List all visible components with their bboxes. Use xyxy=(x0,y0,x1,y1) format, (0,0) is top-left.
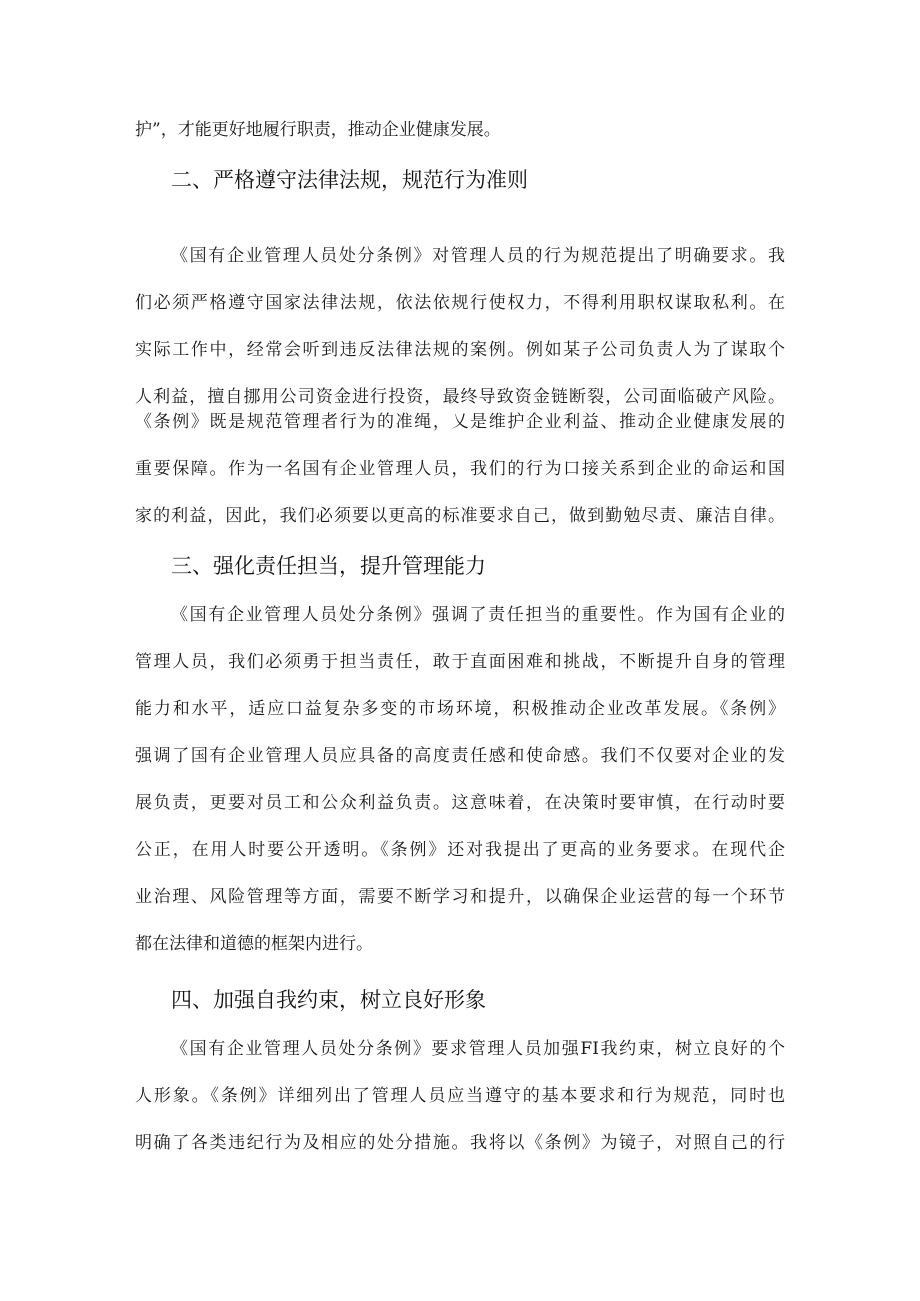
paragraph-line: 业治理、风险管理等方面，需要不断学习和提升，以确保企业运营的每一个环节 xyxy=(135,887,785,907)
paragraph-line: 展负责，更要对员工和公众利益负责。这意味着，在决策时要审慎，在行动时要 xyxy=(135,793,785,813)
paragraph-line: 公正，在用人时要公开透明。《条例》还对我提出了更高的业务要求。在现代企 xyxy=(135,840,785,860)
paragraph-line: 都在法律和道德的框架内进行。 xyxy=(135,934,373,954)
paragraph-line: 能力和水平，适应口益复杂多变的市场环境，积极推动企业改革发展。《条例》 xyxy=(135,699,785,719)
paragraph-line: 管理人员，我们必须勇于担当责任，敢于直面困难和挑战，不断提升自身的管理 xyxy=(135,652,785,672)
paragraph-line: 明确了各类违纪行为及相应的处分措施。我将以《条例》为镜子，对照自己的行 xyxy=(135,1133,785,1153)
paragraph-line: 《国有企业管理人员处分条例》要求管理人员加强FI我约束，树立良好的个 xyxy=(171,1039,785,1059)
section-heading: 二、严格遵守法律法规，规范行为准则 xyxy=(171,168,528,192)
section-heading: 三、强化责任担当，提升管理能力 xyxy=(171,554,486,578)
paragraph-line: 们必须严格遵守国家法律法规，依法依规行使权力，不得利用职权谋取私利。在 xyxy=(135,293,785,313)
paragraph-line: 《国有企业管理人员处分条例》对管理人员的行为规范提出了明确要求。我 xyxy=(171,246,785,266)
paragraph-line: 重要保障。作为一名国有企业管理人员，我们的行为口接关系到企业的命运和国 xyxy=(135,459,785,479)
paragraph-line: 人形象。《条例》详细列出了管理人员应当遵守的基本要求和行为规范，同时也 xyxy=(135,1086,785,1106)
paragraph-line: 家的利益，因此，我们必须要以更高的标准要求自己，做到勤勉尽责、廉洁自律。 xyxy=(135,506,785,526)
paragraph-line: 人利益，擅自挪用公司资金进行投资，最终导致资金链断裂，公司面临破产风险。 xyxy=(135,387,785,407)
paragraph-line: 《国有企业管理人员处分条例》强调了责任担当的重要性。作为国有企业的 xyxy=(171,605,785,625)
paragraph-line: 实际工作中，经常会听到违反法律法规的案例。例如某子公司负责人为了谋取个 xyxy=(135,340,785,360)
paragraph-line: 强调了国有企业管理人员应具备的高度责任感和使命感。我们不仅要对企业的发 xyxy=(135,746,785,766)
paragraph-line: 《条例》既是规范管理者行为的准绳，乂是维护企业利益、推动企业健康发展的 xyxy=(135,412,785,432)
paragraph-line: 护”，才能更好地履行职责，推动企业健康发展。 xyxy=(135,120,501,140)
section-heading: 四、加强自我约束，树立良好形象 xyxy=(171,988,486,1012)
